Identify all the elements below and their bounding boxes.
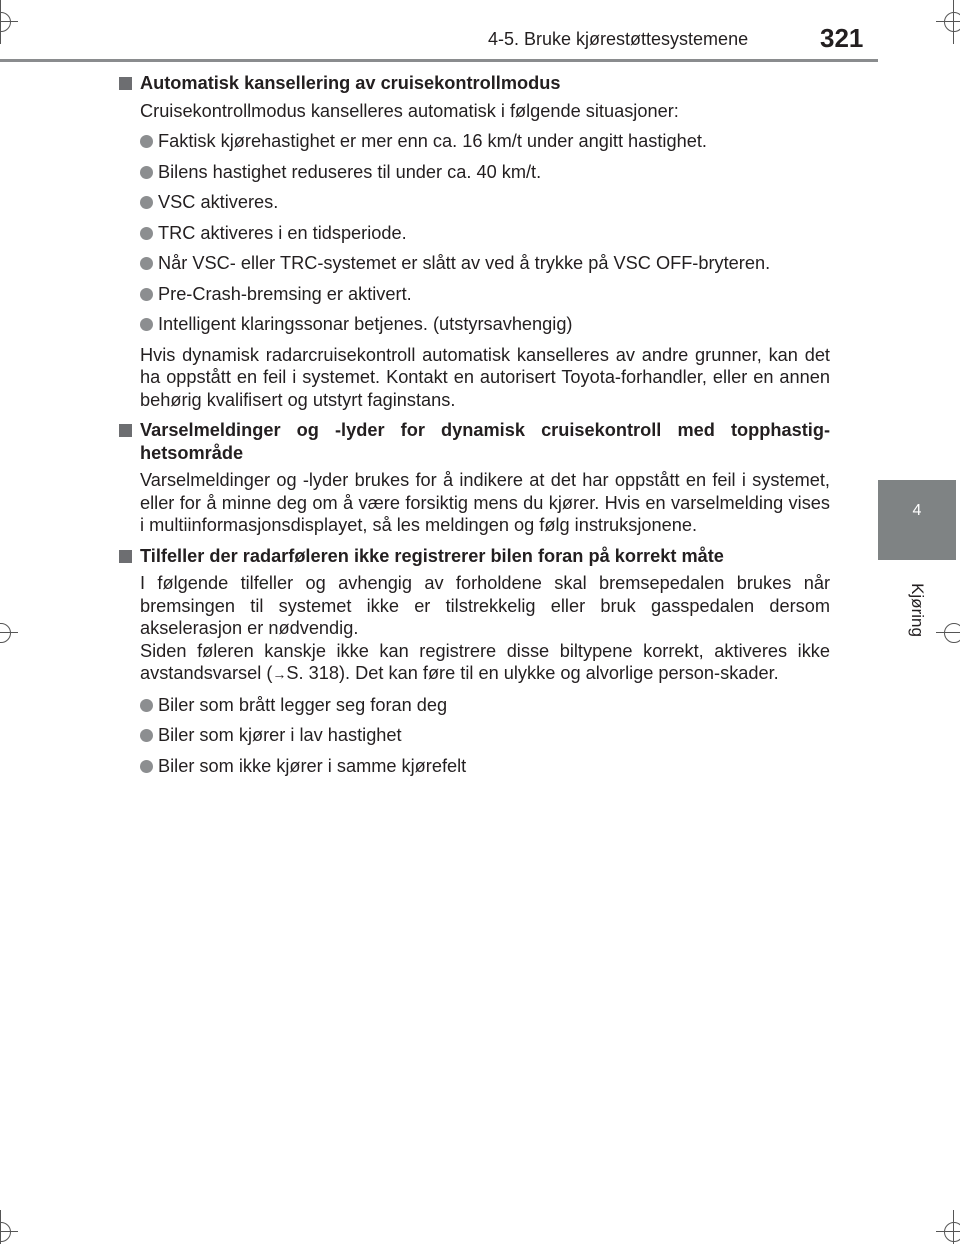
chapter-tab-label: Kjøring	[908, 583, 927, 637]
list-item-text: TRC aktiveres i en tidsperiode.	[158, 222, 407, 243]
bullet-dot-icon	[140, 729, 153, 742]
list-item-text: Bilens hastighet reduseres til under ca. 40 km/t.	[158, 161, 542, 182]
list-item	[118, 222, 830, 245]
list-item	[118, 252, 830, 275]
bullet-dot-icon	[140, 288, 153, 301]
list-item	[118, 694, 830, 717]
paragraph: Hvis dynamisk radarcruisekontroll automatisk kanselleres av andre grunner, kan det ha oppstått en feil i systemet. Kontakt en autorisert Toyota-forhandler, eller en annen behørig kvalifisert og utstyrt faginstans.	[140, 344, 830, 410]
list-item-text: Intelligent klaringssonar betjenes. (utstyrsavhengig)	[158, 314, 573, 334]
bullet-dot-icon	[140, 257, 153, 270]
paragraph	[118, 572, 830, 640]
list-item	[118, 130, 830, 153]
bullet-dot-icon	[140, 135, 153, 148]
section-heading-text: Tilfeller der radarføleren ikke registrerer bilen foran på korrekt måte	[140, 545, 724, 566]
section-heading	[118, 545, 830, 568]
cross-reference-arrow-icon: →	[272, 666, 287, 682]
list-item-text: Når VSC- eller TRC-systemet er slått av ved å trykke på VSC OFF-bryteren.	[158, 253, 771, 273]
bullet-dot-icon	[140, 699, 153, 712]
header-divider	[0, 59, 878, 62]
paragraph: Cruisekontrollmodus kanselleres automatisk i følgende situasjoner:	[140, 100, 679, 121]
section-heading	[118, 419, 830, 464]
section-heading-text: Automatisk kansellering av cruisekontrollmodus	[140, 73, 561, 93]
paragraph	[118, 640, 830, 686]
heading-square-icon	[119, 77, 132, 90]
paragraph: Varselmeldinger og -lyder brukes for å indikere at det har oppstått en feil i systemet, eller for å minne deg om å være forsiktig mens du kjører. Hvis en varselmelding vises i multiinformasjonsdisplayet, så les meldingen og følg instruksjonene.	[140, 470, 830, 535]
list-item-text: Biler som brått legger seg foran deg	[158, 694, 448, 715]
list-item	[118, 161, 830, 184]
page-number: 321	[820, 23, 864, 53]
list-item	[118, 191, 830, 214]
list-item-text: Faktisk kjørehastighet er mer enn ca. 16 km/t under angitt hastighet.	[158, 131, 707, 151]
heading-square-icon	[119, 424, 132, 437]
bullet-dot-icon	[140, 166, 153, 179]
chapter-tab	[878, 480, 956, 560]
section-heading-text: Varselmeldinger og -lyder for dynamisk cruisekontroll med topphastig-hetsområde	[140, 420, 830, 463]
list-item	[118, 283, 830, 306]
bullet-dot-icon	[140, 760, 153, 773]
bullet-dot-icon	[140, 318, 153, 331]
section-heading	[118, 72, 830, 95]
list-item	[118, 755, 830, 778]
bullet-dot-icon	[140, 196, 153, 209]
list-item-text: Biler som ikke kjører i samme kjørefelt	[158, 755, 467, 776]
list-item-text: VSC aktiveres.	[158, 192, 279, 212]
list-item-text: Pre-Crash-bremsing er aktivert.	[158, 283, 412, 304]
paragraph-text: I følgende tilfeller og avhengig av forholdene skal bremsepedalen brukes når bremsingen til systemet ikke er tilstrekkelig eller bruk gasspedalen dersom akselerasjon er nødvendig.	[140, 573, 830, 638]
bullet-dot-icon	[140, 227, 153, 240]
header-section-title: 4-5. Bruke kjørestøttesystemene	[488, 29, 749, 49]
page-content	[118, 72, 830, 785]
paragraph-text: Siden føleren kanskje ikke kan registrere disse biltypene korrekt, aktiveres ikke avstandsvarsel (	[140, 640, 830, 683]
list-item	[118, 313, 830, 336]
list-item	[118, 724, 830, 747]
cross-reference-link[interactable]: S. 318). Det kan føre til en ulykke og alvorlige person-skader.	[286, 663, 779, 683]
heading-square-icon	[119, 550, 132, 563]
list-item-text: Biler som kjører i lav hastighet	[158, 725, 402, 745]
chapter-tab-number: 4	[912, 502, 922, 519]
